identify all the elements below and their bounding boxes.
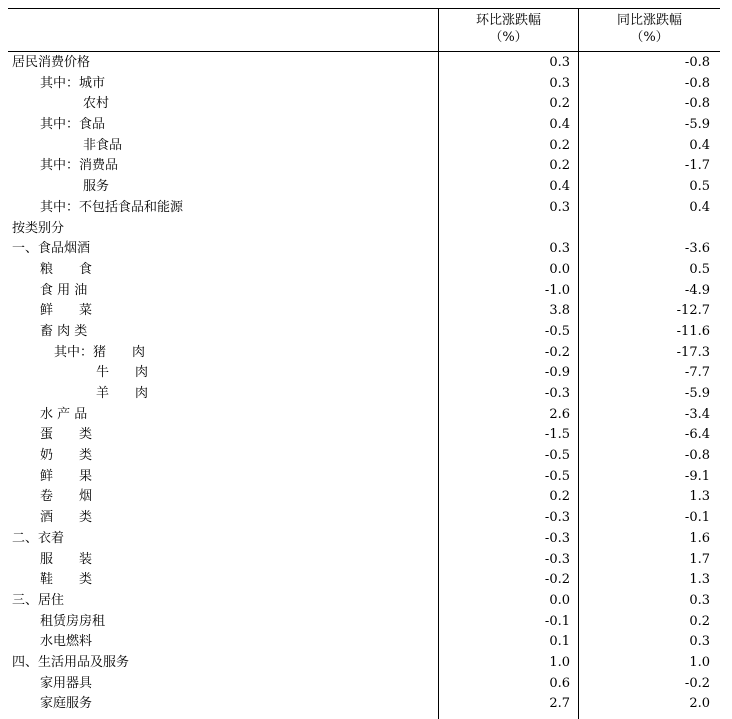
table-row: [0, 467, 732, 488]
table-row: [0, 612, 732, 633]
mom-value: -0.9: [544, 365, 570, 381]
mom-value: -0.5: [544, 468, 570, 484]
mom-value: 0.4: [549, 117, 570, 133]
table-row: [0, 363, 732, 384]
table-row: [0, 508, 732, 529]
yoy-value: -11.6: [676, 323, 710, 339]
mom-value: 0.2: [549, 96, 570, 112]
row-label: 卷 烟: [40, 489, 93, 505]
row-label: 一、食品烟酒: [12, 241, 91, 257]
yoy-value: -7.7: [684, 365, 710, 381]
table-row: [0, 74, 732, 95]
yoy-value: 0.2: [689, 613, 710, 629]
table-row: [0, 219, 732, 240]
yoy-value: -0.8: [684, 448, 710, 464]
mom-value: 0.0: [549, 592, 570, 608]
row-label: 其中：食品: [40, 117, 106, 133]
table-row: [0, 405, 732, 426]
table-row: [0, 239, 732, 260]
mom-value: 0.3: [549, 199, 570, 215]
row-label: 二、衣着: [12, 530, 65, 546]
row-label: 服 装: [40, 551, 93, 567]
row-label: 羊 肉: [96, 386, 149, 401]
yoy-value: 0.3: [689, 592, 710, 608]
mom-value: 1.0: [549, 654, 570, 670]
mom-value: -1.5: [544, 427, 570, 443]
mom-value: 0.3: [549, 241, 570, 257]
table-row: [0, 653, 732, 674]
table-row: [0, 53, 732, 74]
row-label: 居民消费价格: [12, 55, 91, 70]
mom-value: 0.3: [549, 55, 570, 70]
table-row: [0, 632, 732, 653]
row-label: 租赁房房租: [40, 613, 106, 629]
row-label: 四、生活用品及服务: [12, 654, 130, 670]
mom-value: -1.0: [544, 282, 570, 298]
yoy-value: -12.7: [676, 303, 710, 319]
row-label: 服务: [83, 179, 110, 195]
header-mom-title: 环比涨跌幅: [475, 13, 541, 28]
yoy-value: 0.5: [689, 261, 710, 277]
row-label: 食 用 油: [40, 282, 88, 298]
mom-value: -0.2: [544, 572, 570, 588]
row-label: 鲜 果: [40, 468, 93, 484]
mom-value: 0.3: [549, 75, 570, 91]
row-label: 家庭服务: [40, 696, 93, 712]
row-label: 按类别分: [12, 220, 65, 236]
mom-value: 0.2: [549, 489, 570, 505]
row-label: 其中：不包括食品和能源: [40, 199, 184, 215]
table-row: [0, 301, 732, 322]
table-row: [0, 136, 732, 157]
table-row: [0, 94, 732, 115]
row-label: 牛 肉: [96, 365, 149, 381]
yoy-value: -0.8: [684, 96, 710, 112]
row-label: 奶 类: [40, 448, 93, 464]
yoy-value: -5.9: [684, 117, 710, 133]
mom-value: 0.1: [549, 634, 570, 650]
mom-value: -0.5: [544, 448, 570, 464]
mom-value: -0.1: [544, 613, 570, 629]
table-row: [0, 177, 732, 198]
top-rule: [8, 8, 720, 9]
mom-value: -0.3: [544, 386, 570, 401]
row-label: 鲜 菜: [40, 303, 93, 319]
row-label: 其中：猪 肉: [54, 344, 146, 360]
table-row: [0, 343, 732, 364]
header-mom: [439, 12, 578, 46]
yoy-value: 0.5: [689, 179, 710, 195]
yoy-value: -0.1: [684, 510, 710, 526]
table-row: [0, 487, 732, 508]
yoy-value: 1.0: [689, 654, 710, 670]
mom-value: 2.6: [549, 406, 570, 422]
row-label: 鞋 类: [40, 572, 93, 588]
yoy-value: -1.7: [684, 158, 710, 174]
yoy-value: -0.8: [684, 75, 710, 91]
yoy-value: -4.9: [684, 282, 710, 298]
mom-value: 0.0: [549, 261, 570, 277]
header-yoy: [579, 12, 720, 46]
mom-value: 0.4: [549, 179, 570, 195]
mom-value: 2.7: [549, 696, 570, 712]
mom-value: -0.3: [544, 551, 570, 567]
table-row: [0, 322, 732, 343]
mom-value: -0.5: [544, 323, 570, 339]
yoy-value: -9.1: [684, 468, 710, 484]
yoy-value: 0.4: [689, 199, 710, 215]
table-row: [0, 674, 732, 695]
yoy-value: -17.3: [676, 344, 710, 360]
yoy-value: 0.4: [689, 137, 710, 153]
yoy-value: 1.7: [689, 551, 710, 567]
row-label: 非食品: [83, 137, 123, 153]
table-row: [0, 529, 732, 550]
yoy-value: -5.9: [684, 386, 710, 401]
yoy-value: -0.2: [684, 675, 710, 691]
yoy-value: 1.3: [689, 489, 710, 505]
table-row: [0, 198, 732, 219]
row-label: 畜 肉 类: [40, 323, 88, 339]
table-row: [0, 446, 732, 467]
row-label: 粮 食: [40, 261, 93, 277]
row-label: 三、居住: [12, 592, 65, 608]
row-label: 其中：消费品: [40, 158, 119, 174]
yoy-value: -6.4: [684, 427, 710, 443]
header-mom-unit: （%）: [489, 30, 528, 45]
yoy-value: -3.4: [684, 406, 710, 422]
table-row: [0, 281, 732, 302]
table-row: [0, 570, 732, 591]
yoy-value: -0.8: [684, 55, 710, 70]
table-row: [0, 591, 732, 612]
mom-value: -0.3: [544, 510, 570, 526]
header-rule: [8, 51, 720, 52]
yoy-value: 2.0: [689, 696, 710, 712]
yoy-value: 0.3: [689, 634, 710, 650]
table-row: [0, 156, 732, 177]
yoy-value: 1.3: [689, 572, 710, 588]
row-label: 蛋 类: [40, 427, 93, 443]
header-yoy-title: 同比涨跌幅: [616, 13, 682, 28]
table-row: [0, 115, 732, 136]
row-label: 水 产 品: [40, 406, 88, 422]
table-body: [0, 53, 732, 715]
mom-value: 3.8: [549, 303, 570, 319]
table-row: [0, 384, 732, 405]
yoy-value: -3.6: [684, 241, 710, 257]
mom-value: 0.2: [549, 158, 570, 174]
mom-value: -0.3: [544, 530, 570, 546]
yoy-value: 1.6: [689, 530, 710, 546]
table-row: [0, 260, 732, 281]
row-label: 水电燃料: [40, 634, 93, 650]
table-row: [0, 694, 732, 715]
row-label: 家用器具: [40, 675, 93, 691]
mom-value: 0.2: [549, 137, 570, 153]
mom-value: -0.2: [544, 344, 570, 360]
table-row: [0, 425, 732, 446]
row-label: 酒 类: [40, 510, 93, 526]
mom-value: 0.6: [549, 675, 570, 691]
table-row: [0, 550, 732, 571]
row-label: 其中：城市: [40, 75, 106, 91]
row-label: 农村: [83, 96, 110, 112]
header-yoy-unit: （%）: [630, 30, 669, 45]
